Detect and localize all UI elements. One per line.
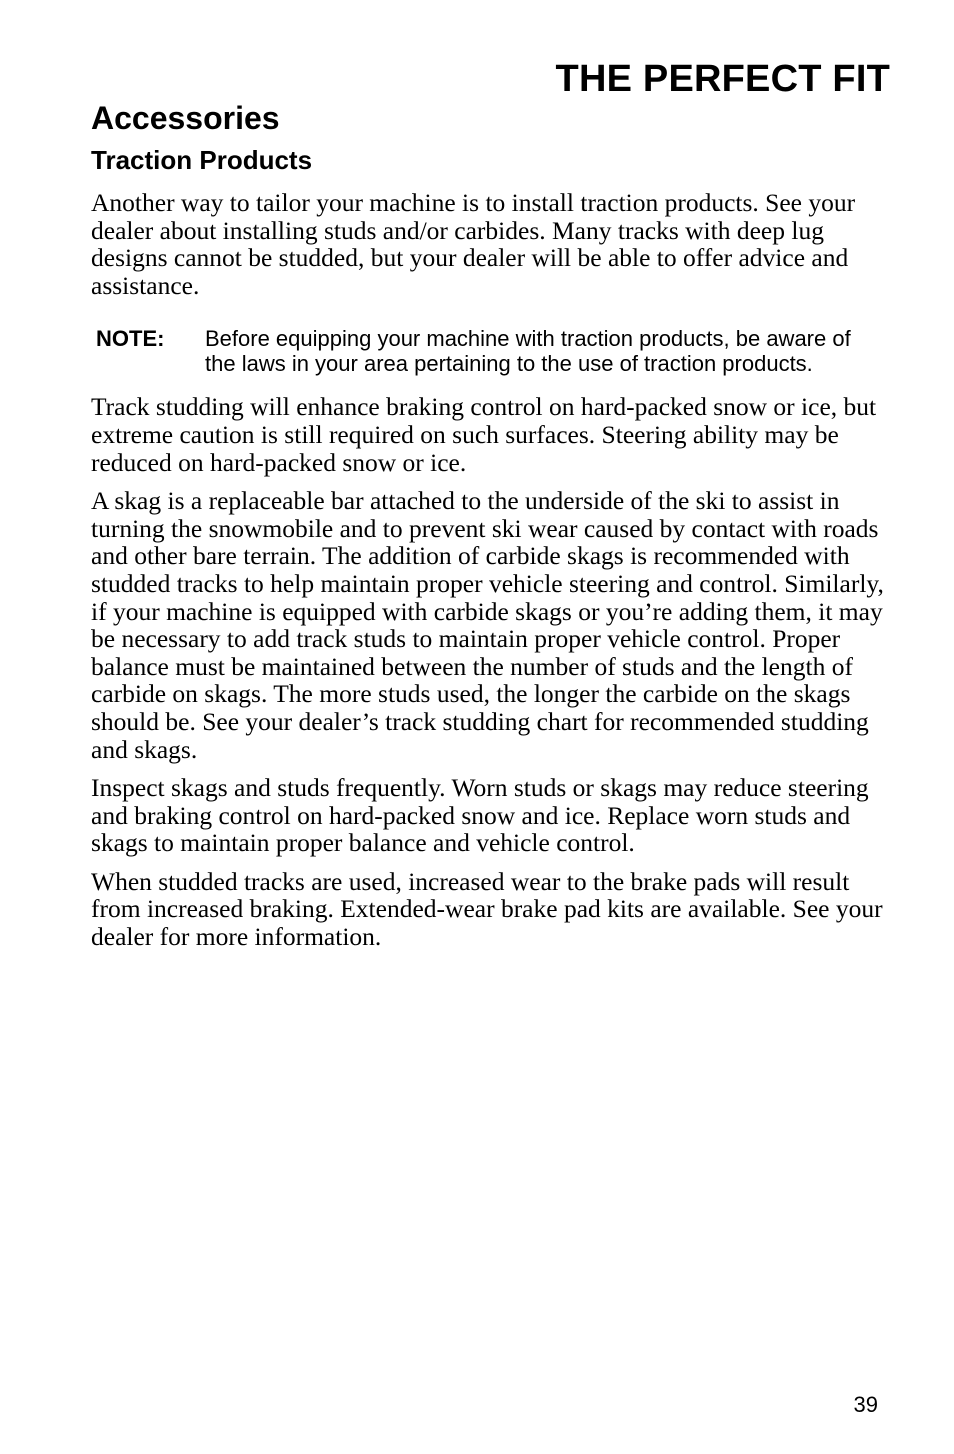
page-number: 39: [853, 1392, 878, 1417]
paragraph-skags: A skag is a replaceable bar attached to the underside of the ski to assist in turning the snowmobile and to prevent ski wear caused by contact with roads and other bare terrain. The addition of carbide skags is recommended with studded tracks to help maintain proper vehicle steering and control. Similarly, if your machine is equipped with carbide skags or you’re adding them, it may be necessary to add track studs to maintain proper vehicle control. Proper balance must be maintained between the number of studs and the length of carbide on skags. The more studs used, the longer the carbide on the skags should be. See your dealer’s track studding chart for recommended studding and skags.: [91, 486, 884, 764]
paragraph-track-studding: Track studding will enhance braking control on hard-packed snow or ice, but extreme caution is still required on such surfaces. Steering ability may be reduced on hard-packed snow or ice.: [91, 392, 877, 477]
note-text: Before equipping your machine with traction products, be aware of the laws in your area pertaining to the use of traction products.: [205, 326, 851, 377]
paragraph-inspect: Inspect skags and studs frequently. Worn studs or skags may reduce steering and braking control on hard-packed snow and ice. Replace worn studs and skags to maintain proper balance and vehicle control.: [91, 773, 869, 858]
paragraph-intro: Another way to tailor your machine is to install traction products. See your dealer about installing studs and/or carbides. Many tracks with deep lug designs cannot be studded, but your dealer will be able to offer advice and assistance.: [91, 188, 856, 300]
note-block: [96, 326, 891, 376]
note-label: NOTE:: [96, 326, 165, 352]
subsection-title: Traction Products: [91, 145, 313, 175]
paragraph-brake-pads: When studded tracks are used, increased wear to the brake pads will result from increased braking. Extended-wear brake pad kits are available. See your dealer for more information.: [91, 866, 883, 952]
page-content: [91, 98, 891, 951]
chapter-title: THE PERFECT FIT: [555, 58, 890, 100]
section-title: Accessories: [91, 100, 280, 136]
